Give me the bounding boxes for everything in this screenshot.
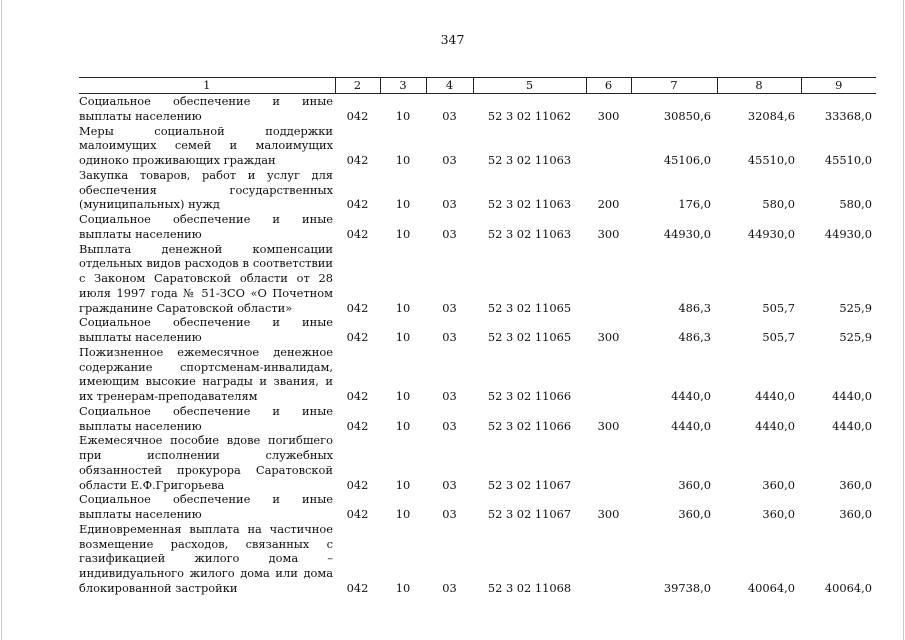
column-header-3: 3 (380, 78, 426, 94)
budget-table (79, 77, 876, 596)
cell-amount-col8: 505,7 (762, 300, 795, 315)
cell-section: 10 (395, 108, 411, 123)
cell-amount-col9: 4440,0 (832, 418, 872, 433)
cell-subsection: 03 (442, 153, 457, 167)
cell-ministry: 042 (346, 197, 369, 212)
table-row (79, 433, 876, 492)
cell-target-article: 52 3 02 11066 (487, 418, 572, 433)
table-row (79, 94, 876, 124)
row-name: Выплата денежной компенсации отдельных видов расходов в соответствии с Законом Саратовской области от 28 июля 1997 года № 51-ЗСО «О Почетном гражданине Саратовской области» (79, 241, 333, 315)
cell-section: 10 (395, 300, 411, 315)
cell-expense-type: 300 (597, 507, 620, 521)
cell-ministry: 042 (346, 226, 369, 241)
cell-subsection: 03 (442, 300, 457, 315)
cell-expense-type (586, 433, 631, 492)
cell-amount-col7: 4440,0 (671, 418, 711, 433)
cell-expense-type: 300 (597, 418, 620, 433)
cell-target-article: 52 3 02 11065 (487, 300, 572, 315)
cell-ministry: 042 (346, 580, 369, 595)
cell-section: 10 (395, 389, 411, 403)
row-name: Социальное обеспечение и иные выплаты населению (79, 403, 333, 433)
cell-amount-col8: 45510,0 (747, 153, 795, 167)
cell-amount-col9: 4440,0 (832, 389, 872, 403)
cell-section: 10 (395, 226, 411, 241)
cell-subsection: 03 (442, 418, 457, 433)
table-row (79, 492, 876, 522)
cell-amount-col8: 44930,0 (747, 226, 795, 241)
cell-amount-col7: 360,0 (678, 507, 711, 521)
cell-amount-col7: 360,0 (678, 477, 711, 492)
cell-amount-col8: 360,0 (762, 507, 795, 521)
cell-section: 10 (395, 197, 411, 212)
cell-amount-col8: 40064,0 (747, 580, 795, 595)
cell-section: 10 (395, 418, 411, 433)
page-number: 347 (440, 32, 465, 47)
cell-target-article: 52 3 02 11066 (487, 389, 572, 403)
cell-ministry: 042 (346, 153, 369, 167)
row-name: Ежемесячное пособие вдове погибшего при исполнении служебных обязанностей прокурора Саратовской области Е.Ф.Григорьева (79, 433, 333, 492)
table-row (79, 212, 876, 242)
cell-subsection: 03 (442, 477, 457, 492)
cell-amount-col9: 525,9 (839, 330, 872, 344)
cell-ministry: 042 (346, 300, 369, 315)
table-row (79, 242, 876, 316)
row-name: Социальное обеспечение и иные выплаты населению (79, 212, 333, 241)
cell-amount-col7: 176,0 (678, 197, 711, 212)
cell-section: 10 (395, 507, 411, 521)
cell-amount-col7: 44930,0 (663, 226, 711, 241)
row-name: Меры социальной поддержки малоимущих семей и малоимущих одиноко проживающих граждан (79, 123, 333, 167)
cell-target-article: 52 3 02 11063 (487, 197, 572, 212)
cell-amount-col7: 39738,0 (663, 580, 711, 595)
column-header-7: 7 (631, 78, 717, 94)
cell-amount-col8: 4440,0 (755, 389, 795, 403)
cell-target-article: 52 3 02 11063 (487, 153, 572, 167)
cell-section: 10 (395, 580, 411, 595)
row-name: Социальное обеспечение и иные выплаты населению (79, 315, 333, 344)
cell-section: 10 (395, 153, 411, 167)
cell-subsection: 03 (442, 507, 457, 521)
cell-target-article: 52 3 02 11068 (487, 580, 572, 595)
table-row (79, 522, 876, 596)
table-row (79, 345, 876, 404)
cell-target-article: 52 3 02 11065 (487, 330, 572, 344)
cell-target-article: 52 3 02 11062 (487, 108, 572, 123)
row-name: Социальное обеспечение и иные выплаты населению (79, 492, 333, 521)
cell-amount-col9: 33368,0 (824, 108, 872, 123)
cell-amount-col8: 360,0 (762, 477, 795, 492)
row-name: Пожизненное ежемесячное денежное содержание спортсменам-инвалидам, имеющим высокие награды и звания, и их тренерам-преподавателям (79, 344, 333, 403)
row-name: Единовременная выплата на частичное возмещение расходов, связанных с газификацией жилого дома – индивидуального жилого дома или дома блокированной застройки (79, 521, 333, 595)
cell-target-article: 52 3 02 11067 (487, 507, 572, 521)
column-header-4: 4 (426, 78, 473, 94)
cell-expense-type: 300 (597, 226, 620, 241)
cell-amount-col7: 45106,0 (663, 153, 711, 167)
column-header-5: 5 (473, 78, 586, 94)
table-row (79, 315, 876, 345)
scan-edge-right (903, 0, 904, 640)
cell-subsection: 03 (442, 389, 457, 403)
cell-expense-type: 300 (597, 108, 620, 123)
cell-amount-col9: 360,0 (839, 507, 872, 521)
cell-amount-col8: 32084,6 (747, 108, 795, 123)
cell-amount-col7: 486,3 (678, 300, 711, 315)
row-name: Закупка товаров, работ и услуг для обеспечения государственных (муниципальных) нужд (79, 167, 333, 212)
cell-ministry: 042 (346, 389, 369, 403)
cell-amount-col9: 45510,0 (824, 153, 872, 167)
cell-amount-col9: 44930,0 (824, 226, 872, 241)
cell-ministry: 042 (346, 330, 369, 344)
cell-ministry: 042 (346, 507, 369, 521)
cell-amount-col9: 580,0 (839, 197, 872, 212)
column-header-2: 2 (335, 78, 380, 94)
cell-section: 10 (395, 477, 411, 492)
row-name: Социальное обеспечение и иные выплаты населению (79, 94, 333, 123)
cell-amount-col9: 525,9 (839, 300, 872, 315)
column-header-1: 1 (79, 78, 335, 94)
cell-ministry: 042 (346, 477, 369, 492)
cell-expense-type: 300 (597, 330, 620, 344)
cell-subsection: 03 (442, 197, 457, 212)
cell-expense-type (586, 242, 631, 316)
cell-ministry: 042 (346, 108, 369, 123)
cell-subsection: 03 (442, 226, 457, 241)
cell-subsection: 03 (442, 580, 457, 595)
cell-ministry: 042 (346, 418, 369, 433)
cell-target-article: 52 3 02 11063 (487, 226, 572, 241)
cell-amount-col7: 486,3 (678, 330, 711, 344)
cell-subsection: 03 (442, 330, 457, 344)
column-header-8: 8 (717, 78, 801, 94)
column-header-9: 9 (801, 78, 876, 94)
scan-edge-left (1, 0, 2, 640)
table-header-row (79, 78, 876, 94)
cell-subsection: 03 (442, 108, 457, 123)
cell-expense-type: 200 (597, 197, 620, 212)
table-body (79, 94, 876, 596)
cell-expense-type (586, 124, 631, 168)
cell-amount-col8: 505,7 (762, 330, 795, 344)
cell-amount-col8: 4440,0 (755, 418, 795, 433)
cell-section: 10 (395, 330, 411, 344)
cell-amount-col9: 360,0 (839, 477, 872, 492)
table-row (79, 168, 876, 212)
cell-amount-col7: 4440,0 (671, 389, 711, 403)
cell-amount-col7: 30850,6 (663, 108, 711, 123)
cell-target-article: 52 3 02 11067 (487, 477, 572, 492)
column-header-6: 6 (586, 78, 631, 94)
table-row (79, 404, 876, 434)
cell-amount-col9: 40064,0 (824, 580, 872, 595)
table-row (79, 124, 876, 168)
cell-expense-type (586, 345, 631, 404)
cell-expense-type (586, 522, 631, 596)
cell-amount-col8: 580,0 (762, 197, 795, 212)
